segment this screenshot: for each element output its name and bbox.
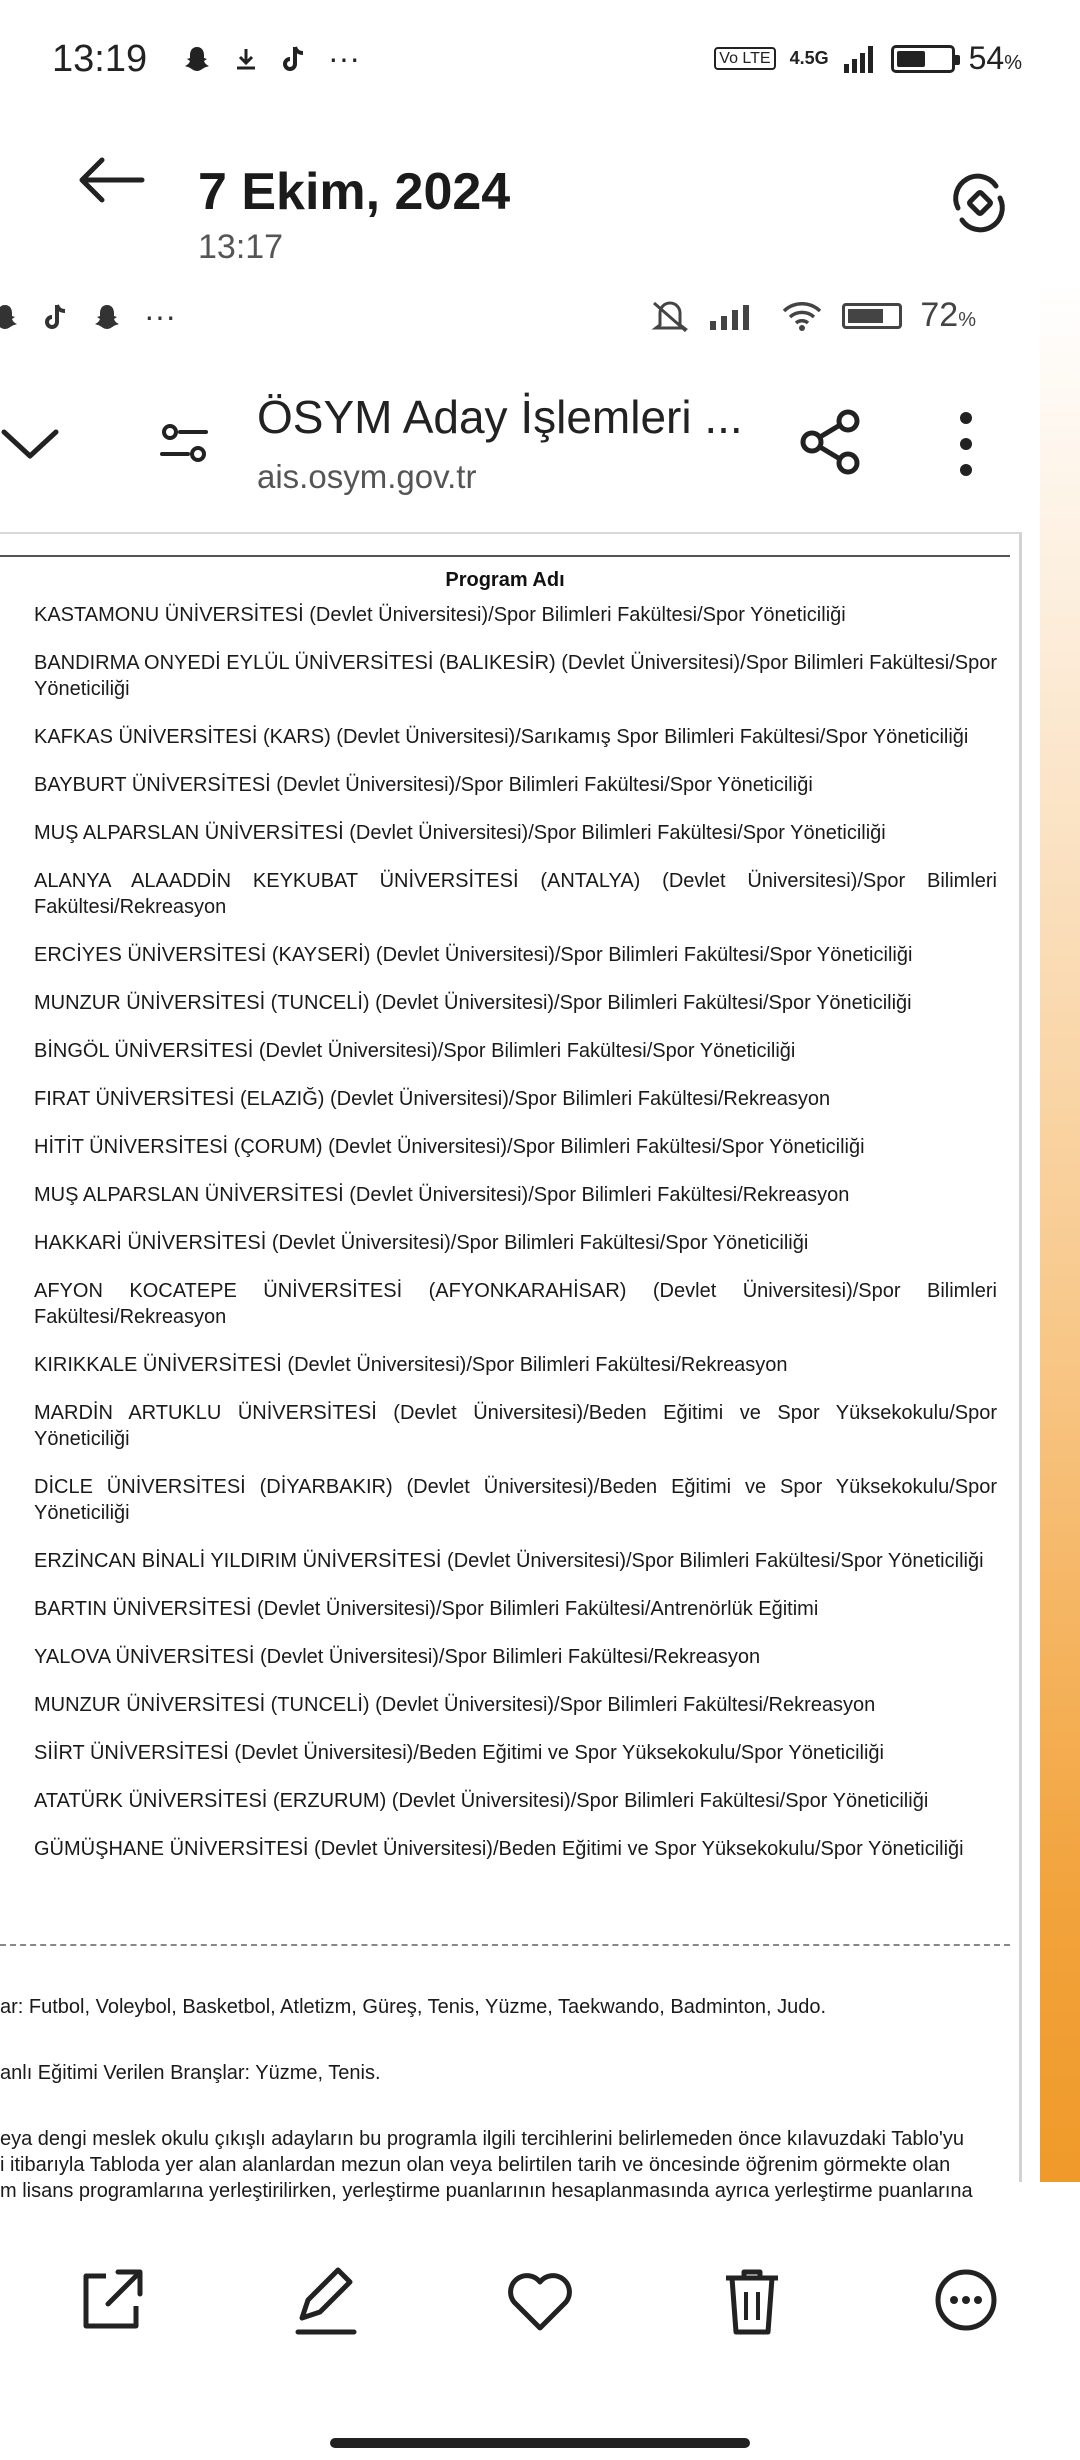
mute-icon — [650, 299, 690, 333]
battery-percent: 72 — [920, 296, 959, 334]
inner-notification-icons — [0, 298, 176, 335]
favorite-icon[interactable] — [500, 2260, 580, 2340]
back-arrow-icon[interactable] — [72, 150, 152, 210]
program-row: KIRIKKALE ÜNİVERSİTESİ (Devlet Üniversitesi)/Spor Bilimleri Fakültesi/Rekreasyon — [34, 1354, 788, 1376]
note-special-branches: anlı Eğitimi Verilen Branşlar: Yüzme, Tenis. — [0, 2062, 381, 2084]
note-line: m lisans programlarına yerleştirilirken, yerleştirme puanlarının hesaplanmasında ayrıca yerleştirme puanlarına — [0, 2180, 973, 2202]
photo-date: 7 Ekim, 2024 — [198, 163, 511, 221]
percent-sign: % — [958, 309, 976, 331]
snapchat-icon — [92, 302, 122, 332]
program-row: BİNGÖL ÜNİVERSİTESİ (Devlet Üniversitesi)/Spor Bilimleri Fakültesi/Spor Yöneticiliği — [34, 1040, 796, 1062]
program-row: MUŞ ALPARSLAN ÜNİVERSİTESİ (Devlet Üniversitesi)/Spor Bilimleri Fakültesi/Spor Yöneticiliği — [34, 822, 886, 844]
battery-icon — [891, 45, 955, 73]
program-row: ERCİYES ÜNİVERSİTESİ (KAYSERİ) (Devlet Üniversitesi)/Spor Bilimleri Fakültesi/Spor Yöneticiliği — [34, 944, 913, 966]
program-row: DİCLE ÜNİVERSİTESİ (DİYARBAKIR) (Devlet Üniversitesi)/Beden Eğitimi ve Spor Yüksekokulu/Spor Yöneticiliği — [34, 1476, 997, 1524]
volte-badge: Vo LTE — [714, 47, 775, 71]
inner-system-status — [650, 296, 976, 335]
program-row: ATATÜRK ÜNİVERSİTESİ (ERZURUM) (Devlet Üniversitesi)/Spor Bilimleri Fakültesi/Spor Yöneticiliği — [34, 1790, 929, 1812]
inner-status-bar — [0, 292, 1040, 352]
program-row: MUNZUR ÜNİVERSİTESİ (TUNCELİ) (Devlet Üniversitesi)/Spor Bilimleri Fakültesi/Spor Yöneticiliği — [34, 992, 912, 1014]
program-row: BARTIN ÜNİVERSİTESİ (Devlet Üniversitesi)/Spor Bilimleri Fakültesi/Antrenörlük Eğitimi — [34, 1598, 819, 1620]
note-line: i itibarıyla Tabloda yer alan alanlardan mezun olan veya belirtilen tarih ve öncesinde öğrenim görmekte olan — [0, 2154, 951, 2176]
more-options-icon[interactable] — [926, 2260, 1006, 2340]
system-status — [714, 40, 1022, 77]
wifi-icon — [780, 299, 824, 333]
note-line: eya dengi meslek okulu çıkışlı adayların bu programla ilgili tercihlerini belirlemeden önce kılavuzdaki Tablo'yu — [0, 2128, 964, 2150]
photo-time: 13:17 — [198, 228, 284, 266]
program-row: KAFKAS ÜNİVERSİTESİ (KARS) (Devlet Üniversitesi)/Sarıkamış Spor Bilimleri Fakültesi/Spor Yöneticiliği — [34, 726, 969, 748]
program-row: BAYBURT ÜNİVERSİTESİ (Devlet Üniversitesi)/Spor Bilimleri Fakültesi/Spor Yöneticiliği — [34, 774, 813, 796]
signal-icon — [843, 44, 877, 74]
program-row: MARDİN ARTUKLU ÜNİVERSİTESİ (Devlet Üniversitesi)/Beden Eğitimi ve Spor Yüksekokulu/Spor Yöneticiliği — [34, 1402, 997, 1450]
browser-url[interactable]: ais.osym.gov.tr — [257, 458, 477, 495]
note-branches: ar: Futbol, Voleybol, Basketbol, Atletizm, Güreş, Tenis, Yüzme, Taekwando, Badminton, Judo. — [0, 1996, 827, 2018]
chevron-down-icon[interactable] — [0, 412, 60, 472]
page-settings-icon[interactable] — [154, 412, 214, 472]
network-type: 4.5G — [789, 48, 829, 68]
note-paragraph — [0, 2126, 1010, 2204]
more-dots-icon: ··· — [328, 40, 360, 76]
program-row: ERZİNCAN BİNALİ YILDIRIM ÜNİVERSİTESİ (Devlet Üniversitesi)/Spor Bilimleri Fakültesi/Spor Yöneticiliği — [34, 1550, 984, 1572]
program-row: HAKKARİ ÜNİVERSİTESİ (Devlet Üniversitesi)/Spor Bilimleri Fakültesi/Spor Yöneticiliği — [34, 1232, 809, 1254]
program-row: SİİRT ÜNİVERSİTESİ (Devlet Üniversitesi)/Beden Eğitimi ve Spor Yüksekokulu/Spor Yöneticiliği — [34, 1742, 884, 1764]
more-dots-icon: ··· — [144, 298, 176, 334]
program-list — [34, 602, 997, 1884]
battery-percent: 54 — [968, 40, 1005, 76]
more-vert-icon[interactable] — [946, 404, 986, 484]
download-icon — [232, 45, 260, 73]
signal-icon — [708, 301, 762, 331]
snapchat-icon — [0, 302, 20, 332]
battery-icon — [842, 303, 902, 329]
tiktok-icon — [42, 302, 70, 332]
program-row: KASTAMONU ÜNİVERSİTESİ (Devlet Üniversitesi)/Spor Bilimleri Fakültesi/Spor Yöneticiliği — [34, 604, 846, 626]
screenshot-content — [0, 282, 1040, 2202]
snapchat-icon — [182, 44, 212, 74]
edit-icon[interactable] — [286, 2260, 366, 2340]
program-row: HİTİT ÜNİVERSİTESİ (ÇORUM) (Devlet Üniversitesi)/Spor Bilimleri Fakültesi/Spor Yöneticiliği — [34, 1136, 865, 1158]
divider — [0, 1944, 1010, 1946]
program-row: GÜMÜŞHANE ÜNİVERSİTESİ (Devlet Üniversitesi)/Beden Eğitimi ve Spor Yüksekokulu/Spor Yöneticiliği — [34, 1838, 964, 1860]
program-row: AFYON KOCATEPE ÜNİVERSİTESİ (AFYONKARAHİSAR) (Devlet Üniversitesi)/Spor Bilimleri Fakültesi/Rekreasyon — [34, 1280, 997, 1328]
program-row: BANDIRMA ONYEDİ EYLÜL ÜNİVERSİTESİ (BALIKESİR) (Devlet Üniversitesi)/Spor Bilimleri Fakültesi/Spor Yöneticiliği — [34, 652, 997, 700]
program-row: YALOVA ÜNİVERSİTESİ (Devlet Üniversitesi)/Spor Bilimleri Fakültesi/Rekreasyon — [34, 1646, 761, 1668]
percent-sign: % — [1004, 52, 1022, 74]
side-gradient — [1040, 282, 1080, 2182]
program-row: MUŞ ALPARSLAN ÜNİVERSİTESİ (Devlet Üniversitesi)/Spor Bilimleri Fakültesi/Rekreasyon — [34, 1184, 850, 1206]
share-external-icon[interactable] — [72, 2260, 152, 2340]
share-icon[interactable] — [798, 407, 864, 477]
program-row: FIRAT ÜNİVERSİTESİ (ELAZIĞ) (Devlet Üniversitesi)/Spor Bilimleri Fakültesi/Rekreasyon — [34, 1088, 831, 1110]
program-row: MUNZUR ÜNİVERSİTESİ (TUNCELİ) (Devlet Üniversitesi)/Spor Bilimleri Fakültesi/Rekreasyon — [34, 1694, 876, 1716]
rotate-icon[interactable] — [944, 168, 1014, 238]
browser-page-title: ÖSYM Aday İşlemleri ... — [257, 391, 743, 443]
program-row: ALANYA ALAADDİN KEYKUBAT ÜNİVERSİTESİ (ANTALYA) (Devlet Üniversitesi)/Spor Bilimleri Fakültesi/Rekreasyon — [34, 870, 997, 918]
status-time: 13:19 — [52, 38, 148, 80]
notification-icons — [182, 40, 360, 77]
column-header: Program Adı — [0, 555, 1010, 592]
delete-icon[interactable] — [712, 2260, 792, 2340]
home-indicator — [330, 2438, 750, 2448]
tiktok-icon — [280, 44, 308, 74]
